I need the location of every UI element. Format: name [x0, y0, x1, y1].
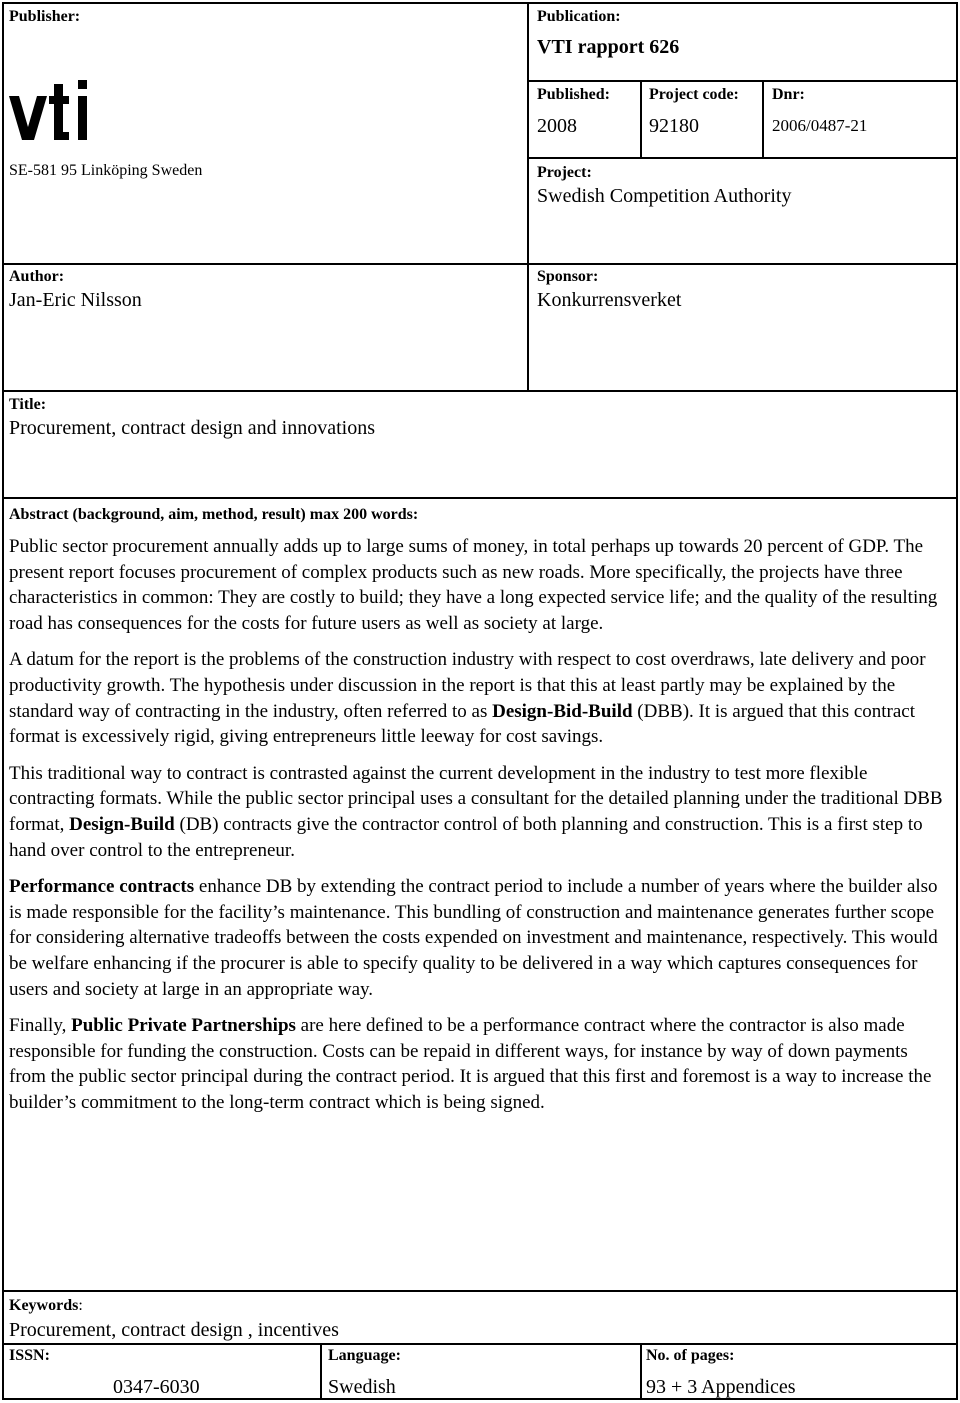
publisher-address: SE-581 95 Linköping Sweden — [9, 162, 203, 179]
keywords-label-text: Keywords — [9, 1297, 79, 1314]
dnr-value: 2006/0487-21 — [772, 116, 868, 135]
sponsor-value: Konkurrensverket — [537, 289, 682, 311]
author-label: Author: — [9, 268, 65, 285]
abstract-paragraph-2 — [9, 647, 949, 749]
abstract-paragraph-2-text-b: (DBB). It is argued that this contract format is excessively rigid, giving entrepreneurs little leeway for cost savings. — [9, 700, 916, 748]
keywords-bottom-divider — [2, 1343, 958, 1345]
language-label: Language: — [328, 1347, 401, 1364]
publication-value: VTI rapport 626 — [537, 36, 680, 58]
issn-language-divider — [320, 1343, 322, 1399]
abstract-paragraph-5-text-a: Finally, — [9, 1015, 72, 1037]
term-performance-contracts: Performance contracts — [9, 876, 195, 898]
publication-label: Publication: — [537, 8, 621, 25]
issn-value: 0347-6030 — [113, 1376, 200, 1398]
publisher-label: Publisher: — [9, 8, 81, 25]
abstract-body — [9, 534, 949, 1126]
pages-label: No. of pages: — [646, 1347, 735, 1364]
abstract-paragraph-3-text-a: This traditional way to contract is contrasted against the current development in the industry to test more flexible contracting formats. While the public sector principal uses a consultant for the detailed planning under the traditional DBB format, — [9, 762, 943, 835]
publication-row-divider — [527, 80, 957, 82]
author-row-bottom-divider — [2, 390, 958, 392]
keywords-label-colon: : — [78, 1297, 83, 1314]
dnr-column-divider — [762, 80, 764, 158]
header-bottom-divider — [2, 263, 958, 265]
abstract-paragraph-1-text: Public sector procurement annually adds up to large sums of money, in total perhaps up towards 20 percent of GDP. The present report focuses procurement of complex products such as new roads. More specifically, the projects have three characteristics in common: They are costly to build; they have a long expected service life; and the quality of the resulting road has consequences for the costs for future users as well as society at large. — [9, 536, 938, 634]
abstract-paragraph-1 — [9, 534, 949, 636]
published-row-divider — [527, 157, 957, 159]
keywords-label — [9, 1297, 83, 1315]
term-design-build: Design-Build — [69, 813, 175, 835]
project-code-label: Project code: — [649, 86, 739, 103]
term-public-private-partnerships: Public Private Partnerships — [71, 1015, 296, 1037]
sponsor-label: Sponsor: — [537, 268, 599, 285]
keywords-value: Procurement, contract design , incentives — [9, 1319, 339, 1341]
published-label: Published: — [537, 86, 610, 103]
published-column-divider — [640, 80, 642, 158]
outer-border-right — [956, 2, 958, 1400]
title-value: Procurement, contract design and innovations — [9, 417, 376, 439]
issn-label: ISSN: — [9, 1347, 50, 1364]
language-value: Swedish — [328, 1376, 396, 1398]
title-label: Title: — [9, 396, 47, 413]
pages-value: 93 + 3 Appendices — [646, 1376, 796, 1398]
author-value: Jan-Eric Nilsson — [9, 289, 142, 311]
project-label: Project: — [537, 164, 592, 181]
abstract-paragraph-4 — [9, 874, 949, 1002]
project-value: Swedish Competition Authority — [537, 185, 792, 207]
abstract-label: Abstract (background, aim, method, result) max 200 words: — [9, 506, 419, 523]
language-pages-divider — [640, 1343, 642, 1399]
dnr-label: Dnr: — [772, 86, 805, 103]
abstract-bottom-divider — [2, 1290, 958, 1292]
abstract-paragraph-5 — [9, 1013, 949, 1115]
title-row-bottom-divider — [2, 497, 958, 499]
abstract-paragraph-3 — [9, 761, 949, 863]
abstract-paragraph-3-text-b: (DB) contracts give the contractor control of both planning and construction. This is a first step to hand over control to the entrepreneur. — [9, 813, 923, 861]
term-design-bid-build: Design-Bid-Build — [492, 700, 633, 722]
abstract-paragraph-5-text-b: are here defined to be a performance contract where the contractor is also made responsible for funding the construction. Costs can be repaid in different ways, for instance by way of down payments from the public sector principal during the contract period. It is argued that this first and foremost is a way to increase the builder’s commitment to the long-term contract which is being signed. — [9, 1015, 932, 1113]
vti-logo — [9, 78, 95, 147]
outer-border-left — [2, 2, 4, 1400]
abstract-paragraph-2-text-a: A datum for the report is the problems of the construction industry with respect to cost overdraws, late delivery and poor productivity growth. The hypothesis under discussion in the report is that this at least partly may be explained by the standard way of contracting in the industry, often referred to as — [9, 649, 926, 722]
published-value: 2008 — [537, 115, 577, 137]
vti-logo-mark — [9, 78, 95, 142]
outer-border-top — [3, 2, 958, 4]
project-code-value: 92180 — [649, 115, 699, 137]
abstract-paragraph-4-text: enhance DB by extending the contract period to include a number of years where the builder also is made responsible for the facility’s maintenance. This bundling of construction and maintenance generates further scope for considering alternative tradeoffs between the costs expended on investment and maintenance, respectively. This would be welfare enhancing if the procurer is able to specify quality to be delivered in a way which captures consequences for users and society at large in an appropriate way. — [9, 876, 938, 1000]
author-sponsor-divider — [527, 263, 529, 391]
header-column-divider — [527, 2, 529, 264]
